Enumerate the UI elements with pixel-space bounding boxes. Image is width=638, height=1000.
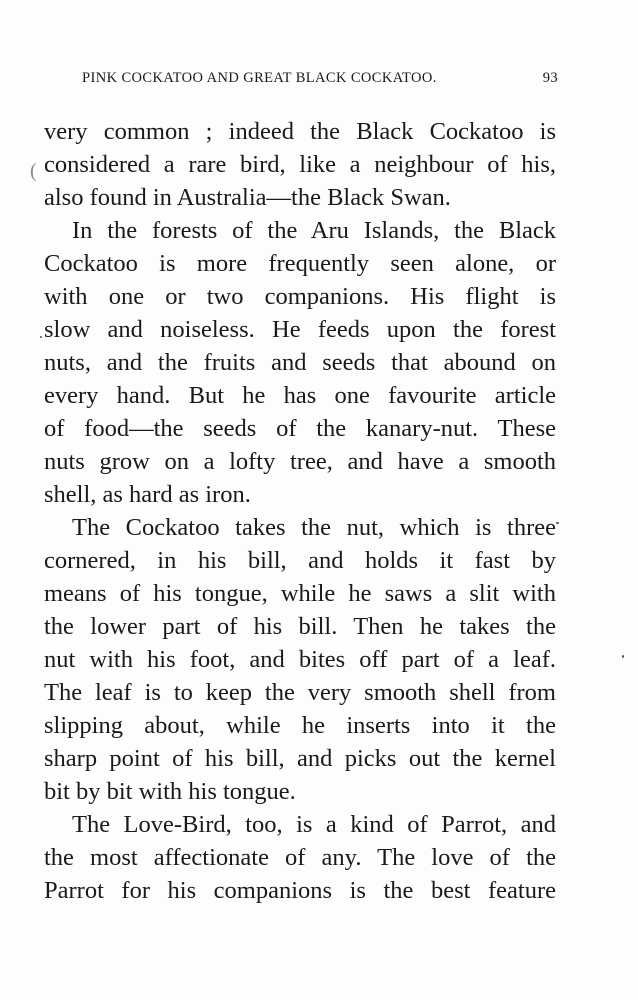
text-line: slow and noiseless. He feeds upon the forest	[44, 316, 556, 343]
print-speck	[40, 336, 42, 338]
text-line: of food—the seeds of the kanary-nut. These	[44, 415, 556, 442]
text-line: the lower part of his bill. Then he takes the	[44, 613, 556, 640]
print-speck	[622, 655, 624, 658]
text-line: means of his tongue, while he saws a slit with	[44, 580, 556, 607]
paragraph-first-line: The Love-Bird, too, is a kind of Parrot, and	[72, 811, 556, 838]
text-line: very common ; indeed the Black Cockatoo is	[44, 118, 556, 145]
text-line: Parrot for his companions is the best feature	[44, 877, 556, 904]
text-line: the most affectionate of any. The love of the	[44, 844, 556, 871]
text-line: sharp point of his bill, and picks out the kernel	[44, 745, 556, 772]
text-line: nuts, and the fruits and seeds that abound on	[44, 349, 556, 376]
text-line: shell, as hard as iron.	[44, 481, 251, 508]
running-head-title: PINK COCKATOO AND GREAT BLACK COCKATOO.	[82, 70, 437, 86]
text-line: nuts grow on a lofty tree, and have a smooth	[44, 448, 556, 475]
margin-bracket-mark: (	[30, 160, 37, 182]
page-number: 93	[542, 70, 558, 86]
text-line: considered a rare bird, like a neighbour of his,	[44, 151, 556, 178]
text-line: Cockatoo is more frequently seen alone, or	[44, 250, 556, 277]
text-line: cornered, in his bill, and holds it fast by	[44, 547, 556, 574]
text-line: with one or two companions. His flight is	[44, 283, 556, 310]
text-line: every hand. But he has one favourite article	[44, 382, 556, 409]
text-line: nut with his foot, and bites off part of a leaf.	[44, 646, 556, 673]
text-line: slipping about, while he inserts into it the	[44, 712, 556, 739]
print-speck	[556, 522, 559, 524]
paragraph-first-line: In the forests of the Aru Islands, the Black	[72, 217, 556, 244]
text-line: The leaf is to keep the very smooth shell from	[44, 679, 556, 706]
text-line: also found in Australia—the Black Swan.	[44, 184, 451, 211]
text-line: bit by bit with his tongue.	[44, 778, 296, 805]
running-header	[82, 70, 558, 87]
paragraph-first-line: The Cockatoo takes the nut, which is three	[72, 514, 556, 541]
